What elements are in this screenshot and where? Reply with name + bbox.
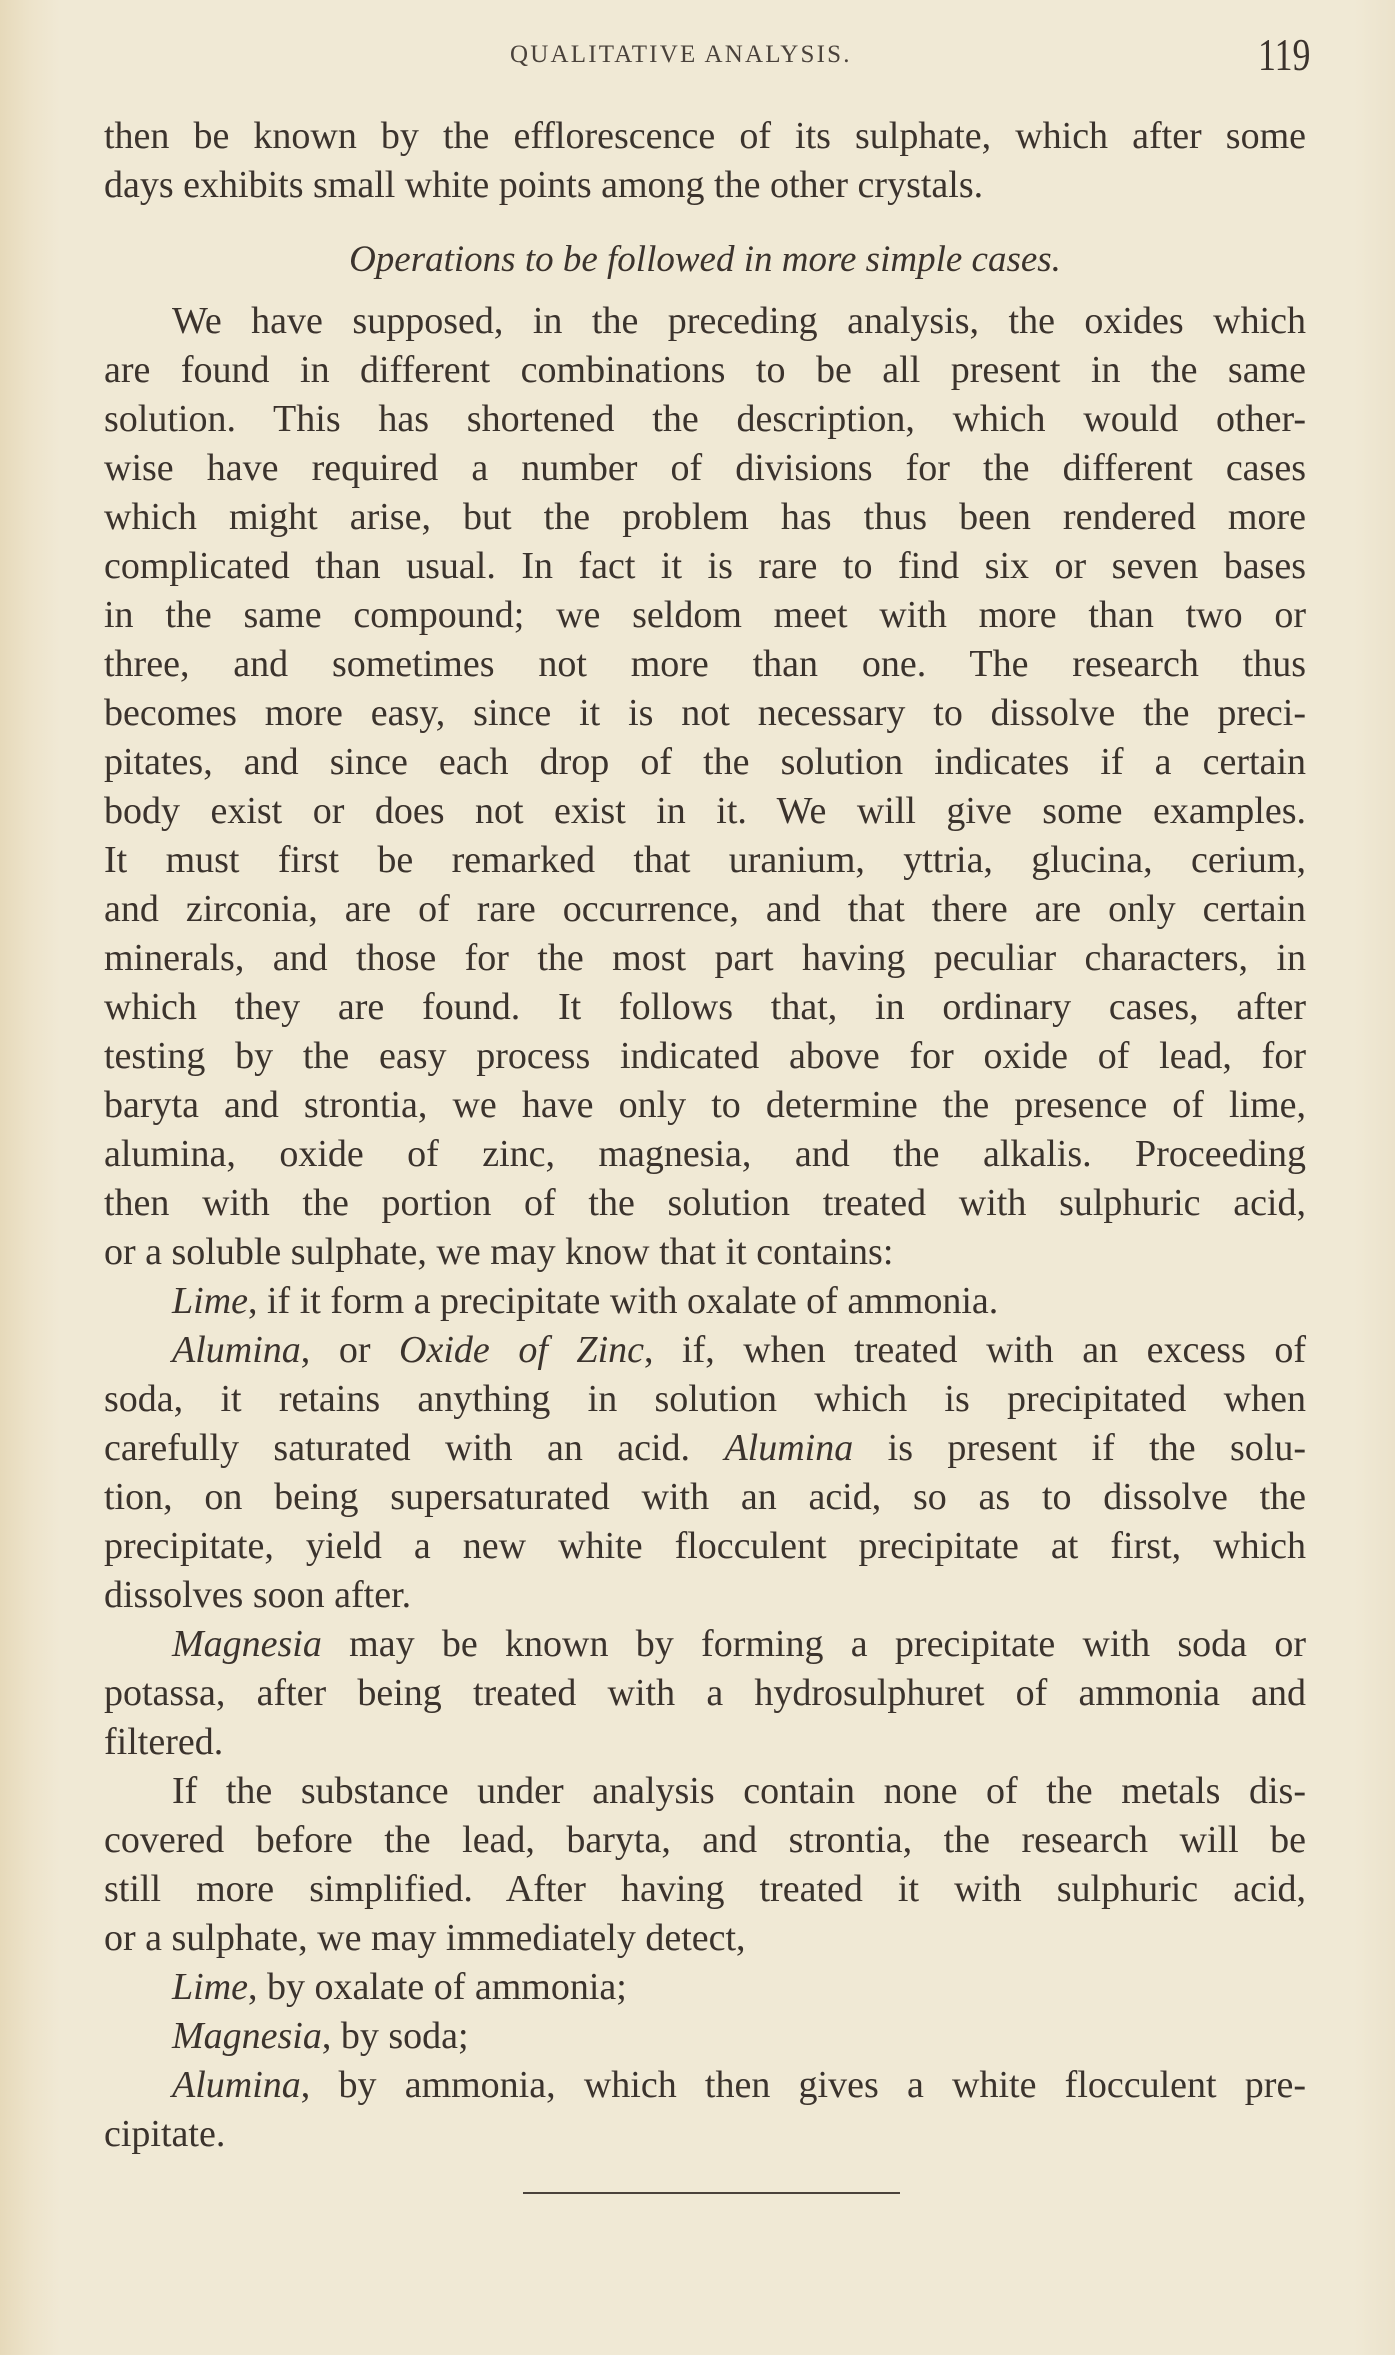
text-segment: If the substance under analysis contain none of the metals dis- <box>172 1770 1306 1812</box>
text-segment: We have supposed, in the preceding analysis, the oxides which <box>172 300 1306 342</box>
text-segment: , by soda; <box>321 2015 469 2057</box>
text-line <box>104 1522 1306 1571</box>
body-text <box>104 112 1306 2159</box>
text-segment: complicated than usual. In fact it is rare to find six or seven bases <box>104 545 1306 587</box>
text-line <box>104 493 1306 542</box>
text-line <box>104 444 1306 493</box>
italic-term: Oxide of Zinc <box>399 1329 644 1371</box>
text-segment: may be known by forming a precipitate with soda or <box>321 1623 1306 1665</box>
page-edge-shadow-right <box>1355 0 1395 2355</box>
text-line <box>104 1130 1306 1179</box>
text-line <box>104 1767 1306 1816</box>
text-line <box>104 2012 1306 2061</box>
text-segment: covered before the lead, baryta, and strontia, the research will be <box>104 1819 1306 1861</box>
text-segment: soda, it retains anything in solution which is precipitated when <box>104 1378 1306 1420</box>
text-segment: or a soluble sulphate, we may know that it contains: <box>104 1231 894 1273</box>
text-segment: pitates, and since each drop of the solution indicates if a certain <box>104 741 1306 783</box>
text-line <box>104 1081 1306 1130</box>
text-segment: wise have required a number of divisions for the different cases <box>104 447 1306 489</box>
text-segment: which might arise, but the problem has thus been rendered more <box>104 496 1306 538</box>
text-line <box>104 1326 1306 1375</box>
text-segment: in the same compound; we seldom meet with more than two or <box>104 594 1306 636</box>
text-segment: solution. This has shortened the description, which would other- <box>104 398 1306 440</box>
italic-term: Operations to be followed in more simple cases. <box>349 239 1061 280</box>
section-end-rule <box>523 2192 900 2194</box>
text-line <box>104 346 1306 395</box>
text-segment: is present if the solu- <box>853 1427 1306 1469</box>
text-segment: carefully saturated with an acid. <box>104 1427 725 1469</box>
italic-term: Lime <box>172 1280 248 1322</box>
text-segment: baryta and strontia, we have only to determine the presence of lime, <box>104 1084 1306 1126</box>
text-segment: potassa, after being treated with a hydrosulphuret of ammonia and <box>104 1672 1306 1714</box>
text-segment: alumina, oxide of zinc, magnesia, and the alkalis. Proceeding <box>104 1133 1306 1175</box>
text-line <box>104 1571 1306 1620</box>
text-line <box>104 2110 1306 2159</box>
italic-term: Alumina <box>724 1427 854 1469</box>
text-line <box>104 1718 1306 1767</box>
text-line <box>104 591 1306 640</box>
text-line <box>104 1228 1306 1277</box>
italic-term: Magnesia <box>172 1623 322 1665</box>
text-segment: tion, on being supersaturated with an acid, so as to dissolve the <box>104 1476 1306 1518</box>
text-line <box>104 738 1306 787</box>
text-segment: , by ammonia, which then gives a white flocculent pre- <box>300 2064 1306 2106</box>
text-segment: , by oxalate of ammonia; <box>248 1966 627 2008</box>
italic-term: Magnesia <box>172 2015 322 2057</box>
text-line <box>104 1963 1306 2012</box>
text-line <box>104 297 1306 346</box>
text-segment: becomes more easy, since it is not necessary to dissolve the preci- <box>104 692 1306 734</box>
text-segment: and zirconia, are of rare occurrence, and that there are only certain <box>104 888 1306 930</box>
text-segment: cipitate. <box>104 2113 226 2155</box>
text-segment: , if, when treated with an excess of <box>644 1329 1306 1371</box>
text-segment: or a sulphate, we may immediately detect, <box>104 1917 746 1959</box>
text-line <box>104 885 1306 934</box>
text-segment: , or <box>300 1329 400 1371</box>
page-edge-shadow-left <box>0 0 60 2355</box>
text-line <box>104 1816 1306 1865</box>
text-line <box>104 1424 1306 1473</box>
italic-term: Alumina <box>172 1329 301 1371</box>
page-number: 119 <box>1258 29 1311 80</box>
text-line <box>104 1865 1306 1914</box>
text-line <box>104 640 1306 689</box>
text-line <box>104 1277 1306 1326</box>
text-line <box>104 1473 1306 1522</box>
text-segment: precipitate, yield a new white flocculent precipitate at first, which <box>104 1525 1306 1567</box>
text-segment: body exist or does not exist in it. We will give some examples. <box>104 790 1306 832</box>
text-segment: then be known by the efflorescence of its sulphate, which after some <box>104 115 1306 157</box>
text-line <box>104 836 1306 885</box>
text-segment: days exhibits small white points among the other crystals. <box>104 164 984 206</box>
text-line <box>104 1032 1306 1081</box>
text-line <box>104 1620 1306 1669</box>
text-segment: minerals, and those for the most part having peculiar characters, in <box>104 937 1306 979</box>
text-segment: are found in different combinations to be all present in the same <box>104 349 1306 391</box>
text-line <box>104 1179 1306 1228</box>
text-segment: then with the portion of the solution treated with sulphuric acid, <box>104 1182 1306 1224</box>
text-line <box>104 787 1306 836</box>
text-line <box>104 112 1306 161</box>
text-segment: filtered. <box>104 1721 224 1763</box>
text-line <box>104 934 1306 983</box>
text-segment: three, and sometimes not more than one. The research thus <box>104 643 1306 685</box>
text-line <box>104 1669 1306 1718</box>
text-line <box>104 2061 1306 2110</box>
text-line <box>104 1375 1306 1424</box>
text-segment: dissolves soon after. <box>104 1574 412 1616</box>
italic-term: Alumina <box>172 2064 301 2106</box>
text-segment: testing by the easy process indicated above for oxide of lead, for <box>104 1035 1306 1077</box>
text-line <box>104 161 1306 210</box>
text-segment: which they are found. It follows that, in ordinary cases, after <box>104 986 1306 1028</box>
section-heading <box>104 222 1306 297</box>
text-segment: It must first be remarked that uranium, yttria, glucina, cerium, <box>104 839 1306 881</box>
text-line <box>104 689 1306 738</box>
running-head: QUALITATIVE ANALYSIS. <box>510 41 852 68</box>
text-line <box>104 983 1306 1032</box>
text-segment: , if it form a precipitate with oxalate of ammonia. <box>248 1280 999 1322</box>
text-line <box>104 1914 1306 1963</box>
text-line <box>104 395 1306 444</box>
italic-term: Lime <box>172 1966 248 2008</box>
text-segment: still more simplified. After having treated it with sulphuric acid, <box>104 1868 1306 1910</box>
text-line <box>104 542 1306 591</box>
